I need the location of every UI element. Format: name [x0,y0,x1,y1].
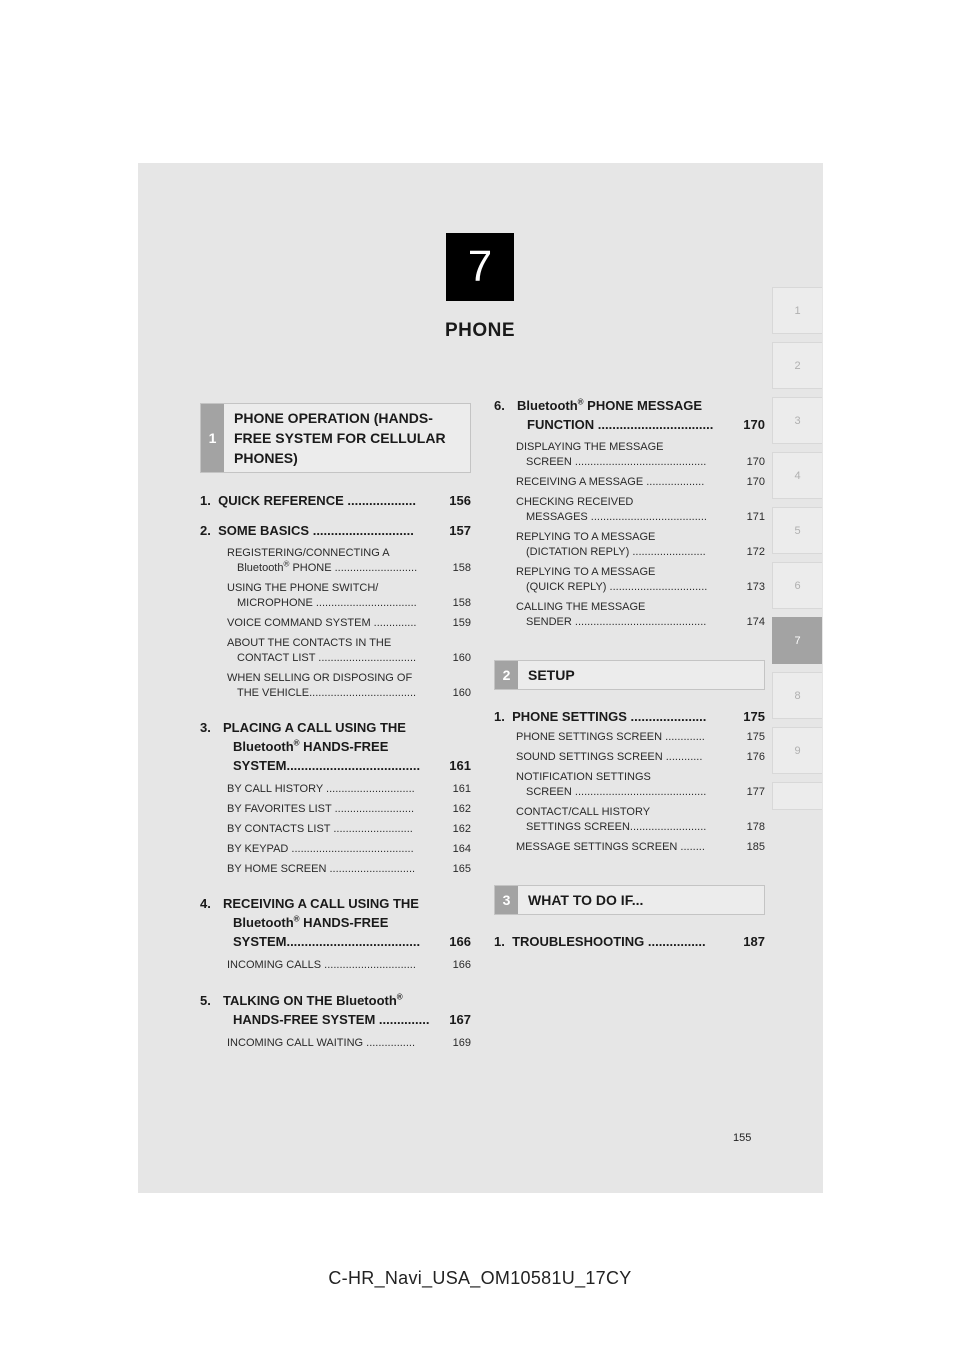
subentry-page: 172 [746,546,765,558]
subentry-line: Bluetooth [237,562,284,574]
subentry-line: WHEN SELLING OR DISPOSING OF [227,672,413,684]
subentry-line: SENDER ........................................... [526,616,707,628]
entry-title: PHONE SETTINGS ..................... [512,709,707,724]
toc-subentry[interactable] [494,440,765,470]
toc-subentry[interactable] [200,958,471,973]
entry-number: 1. [494,934,505,949]
chapter-number: 7 [467,242,493,291]
subentry-page: 161 [452,783,471,795]
subentry-line: REPLYING TO A MESSAGE [516,566,656,578]
toc-subentry[interactable] [494,840,765,855]
entry-title: TALKING ON THE Bluetooth [223,993,397,1008]
section-header-1 [200,403,471,473]
toc-subentry[interactable] [494,475,765,490]
side-tab-4[interactable]: 4 [772,452,822,499]
entry-page: 157 [449,523,471,538]
subentry-line: (QUICK REPLY) ................................ [526,581,708,593]
subentry-line: NOTIFICATION SETTINGS [516,771,651,783]
toc-subentry[interactable] [494,805,765,835]
subentry-line: USING THE PHONE SWITCH/ [227,582,379,594]
toc-left-column [200,403,471,1051]
side-tab-7[interactable]: 7 [772,617,822,664]
chapter-title: PHONE [444,320,516,341]
section-title: SETUP [528,667,575,683]
entry-page: 170 [743,417,765,432]
section-number: 1 [201,404,224,472]
toc-subentry[interactable] [494,495,765,525]
toc-subentry[interactable] [200,802,471,817]
entry-title: TROUBLESHOOTING ................ [512,934,706,949]
subentry-page: 178 [746,821,765,833]
toc-right-column [494,396,765,951]
subentry-page: 160 [452,652,471,664]
entry-number: 3. [200,720,211,735]
subentry-line: SCREEN ........................................... [526,786,707,798]
toc-subentry[interactable] [200,671,471,701]
subentry-line: BY CONTACTS LIST .......................... [227,823,413,835]
subentry-page: 170 [746,456,765,468]
subentry-page: 185 [746,841,765,853]
subentry-line: INCOMING CALL WAITING ................ [227,1037,416,1049]
toc-entry[interactable]: 4. RECEIVING A CALL USING THE Bluetooth® HANDS-FREE SYSTEM..................................... 166 [200,896,471,949]
subentry-page: 160 [452,687,471,699]
toc-entry[interactable]: 3. PLACING A CALL USING THE Bluetooth® HANDS-FREE SYSTEM..................................... 161 [200,720,471,773]
entry-title: RECEIVING A CALL USING THE [223,896,419,911]
section-header-3 [494,885,765,915]
subentry-line: THE VEHICLE................................... [237,687,417,699]
subentry-page: 169 [452,1037,471,1049]
subentry-line: PHONE ........................... [289,562,418,574]
toc-subentry[interactable] [494,730,765,745]
subentry-page: 159 [452,617,471,629]
toc-entry[interactable] [200,521,471,540]
side-tab-9[interactable]: 9 [772,727,822,774]
toc-subentry[interactable]: REGISTERING/CONNECTING A Bluetooth® PHONE ........................... 158 [227,547,471,574]
subentry-line: SOUND SETTINGS SCREEN ............ [516,751,703,763]
side-tab-2[interactable]: 2 [772,342,822,389]
toc-subentry[interactable] [200,616,471,631]
subentry-page: 175 [746,731,765,743]
section-title: PHONE OPERATION (HANDS-FREE SYSTEM FOR CELLULAR PHONES) [234,410,446,466]
entry-number: 6. [494,398,505,413]
toc-subentry[interactable] [494,530,765,560]
toc-entry[interactable] [494,707,765,726]
entry-number: 4. [200,896,211,911]
entry-title: Bluetooth [233,739,294,754]
subentry-line: REGISTERING/CONNECTING A [227,547,390,559]
page-number: 155 [733,1132,752,1144]
subentry-page: 173 [746,581,765,593]
subentry-line: RECEIVING A MESSAGE ................... [516,476,705,488]
toc-subentry[interactable] [200,782,471,797]
subentry-page: 158 [452,597,471,609]
subentry-page: 171 [746,511,765,523]
section-title: WHAT TO DO IF... [528,892,644,908]
subentry-page: 162 [452,823,471,835]
toc-subentry[interactable] [200,636,471,666]
entry-number: 5. [200,993,211,1008]
toc-entry[interactable] [494,932,765,951]
subentry-line: INCOMING CALLS .............................. [227,959,416,971]
entry-page: 161 [449,758,471,773]
toc-entry[interactable]: 5. TALKING ON THE Bluetooth® HANDS-FREE SYSTEM .............. 167 [200,992,471,1027]
section-number: 3 [495,886,518,914]
toc-entry[interactable]: 6. Bluetooth® PHONE MESSAGE FUNCTION ................................ 170 [494,397,765,432]
subentry-page: 162 [452,803,471,815]
subentry-line: ABOUT THE CONTACTS IN THE [227,637,392,649]
entry-title: HANDS-FREE SYSTEM .............. [233,1012,430,1027]
subentry-line: MICROPHONE ................................. [237,597,417,609]
subentry-line: (DICTATION REPLY) ........................ [526,546,706,558]
document-code: C-HR_Navi_USA_OM10581U_17CY [328,1268,632,1288]
toc-subentry[interactable] [494,770,765,800]
subentry-line: MESSAGE SETTINGS SCREEN ........ [516,841,705,853]
subentry-line: BY HOME SCREEN ............................ [227,863,416,875]
toc-entry[interactable] [200,491,471,510]
toc-subentry[interactable] [494,565,765,595]
section-number: 2 [495,661,518,689]
entry-title: HANDS-FREE [299,739,389,754]
subentry-line: CONTACT LIST ................................ [237,652,417,664]
entry-number: 1. [494,709,505,724]
side-tab-blank[interactable] [772,782,822,810]
subentry-line: SETTINGS SCREEN......................... [526,821,707,833]
subentry-line: BY CALL HISTORY ............................. [227,783,415,795]
entry-page: 167 [449,1012,471,1027]
entry-title: FUNCTION ................................ [527,417,714,432]
entry-page: 156 [449,493,471,508]
section-header-2 [494,660,765,690]
subentry-page: 164 [452,843,471,855]
entry-number: 2. [200,523,211,538]
subentry-line: MESSAGES ...................................... [526,511,707,523]
chapter-number-box [446,233,514,301]
subentry-line: DISPLAYING THE MESSAGE [516,441,664,453]
entry-page: 166 [449,934,471,949]
subentry-line: PHONE SETTINGS SCREEN ............. [516,731,705,743]
subentry-page: 174 [746,616,765,628]
entry-title: PHONE MESSAGE [583,398,703,413]
entry-page: 187 [743,934,765,949]
entry-title: PLACING A CALL USING THE [223,720,406,735]
entry-title: HANDS-FREE [299,915,389,930]
subentry-line: VOICE COMMAND SYSTEM .............. [227,617,417,629]
subentry-line: BY KEYPAD ........................................ [227,843,414,855]
subentry-line: REPLYING TO A MESSAGE [516,531,656,543]
entry-title: Bluetooth [517,398,578,413]
side-tab-3[interactable]: 3 [772,397,822,444]
subentry-line: CONTACT/CALL HISTORY [516,806,651,818]
subentry-line: SCREEN ........................................... [526,456,707,468]
subentry-page: 166 [452,959,471,971]
toc-subentry[interactable] [200,862,471,877]
entry-title: Bluetooth [233,915,294,930]
toc-subentry[interactable] [200,842,471,857]
toc-subentry[interactable] [200,581,471,611]
toc-subentry[interactable] [494,600,765,630]
subentry-line: CHECKING RECEIVED [516,496,634,508]
subentry-page: 170 [746,476,765,488]
side-tab-5[interactable]: 5 [772,507,822,554]
side-tab-8[interactable]: 8 [772,672,822,719]
side-tab-6[interactable]: 6 [772,562,822,609]
subentry-line: BY FAVORITES LIST .......................... [227,803,415,815]
subentry-line: CALLING THE MESSAGE [516,601,646,613]
subentry-page: 165 [452,863,471,875]
subentry-page: 177 [746,786,765,798]
entry-title: QUICK REFERENCE ................... [218,493,416,508]
entry-title: SOME BASICS ............................ [218,523,414,538]
entry-title: SYSTEM..................................... [233,934,421,949]
entry-page: 175 [743,709,765,724]
entry-number: 1. [200,493,211,508]
toc-subentry[interactable] [200,1036,471,1051]
entry-title: SYSTEM..................................... [233,758,421,773]
toc-subentry[interactable] [494,750,765,765]
subentry-page: 176 [746,751,765,763]
side-tab-1[interactable]: 1 [772,287,822,334]
toc-subentry[interactable] [200,822,471,837]
subentry-page: 158 [452,562,471,574]
